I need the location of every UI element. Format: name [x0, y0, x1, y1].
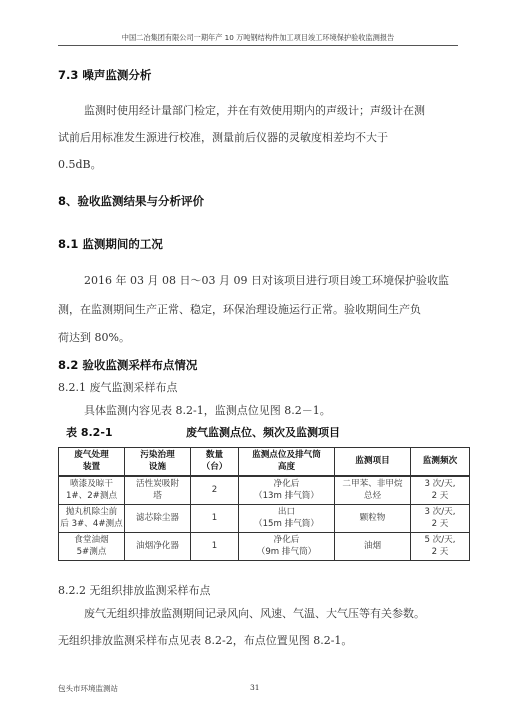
- table-cell: [191, 505, 239, 533]
- table-body: [59, 476, 470, 561]
- cell-text: 5#测点: [76, 546, 107, 557]
- table-cell: [239, 505, 335, 533]
- header-text: 污染治理: [140, 450, 175, 460]
- table-cell: [411, 505, 470, 533]
- page-number: 31: [250, 683, 260, 692]
- cell-text: 2 天: [431, 546, 449, 557]
- table-cell: [59, 505, 125, 533]
- cell-text: 油烟净化器: [136, 540, 179, 551]
- cell-text: 总烃: [363, 490, 382, 501]
- sec-8-1-line-2: 测，在监测期间生产正常、稳定，环保治理设施运行正常。验收期间生产负: [58, 303, 421, 316]
- table-header-row: [59, 448, 470, 477]
- sec-7-3-line-1: 监测时使用经计量部门检定，并在有效使用期内的声级计；声级计在测: [84, 104, 425, 117]
- table-row: [59, 533, 470, 561]
- table-cell: [125, 533, 191, 561]
- table-header-cell: [59, 448, 125, 477]
- table-cell: [125, 505, 191, 533]
- section-8-2-title: 8.2 验收监测采样布点情况: [58, 358, 198, 372]
- table-header-cell: [239, 448, 335, 477]
- header-text: 高度: [277, 461, 296, 472]
- table-cell: [191, 533, 239, 561]
- header-text: 设施: [148, 461, 167, 472]
- cell-text: 2: [211, 484, 218, 495]
- table-header-cell: [125, 448, 191, 477]
- cell-text: 3 次/天,: [424, 479, 456, 489]
- table-cell: [335, 505, 411, 533]
- cell-text: （15m 排气筒）: [253, 518, 319, 529]
- sec-8-2-2-line-1: 废气无组织排放监测期间记录风向、风速、气温、大气压等有关参数。: [84, 607, 425, 620]
- table-cell: [125, 476, 191, 505]
- section-8-2-2-title: 8.2.2 无组织排放监测采样布点: [58, 584, 211, 597]
- sec-7-3-line-3: 0.5dB。: [58, 158, 102, 171]
- table-cell: [239, 533, 335, 561]
- table-caption: 废气监测点位、频次及监测项目: [186, 426, 340, 439]
- cell-text: 二甲苯、非甲烷: [342, 479, 403, 489]
- header-text: 装置: [82, 461, 101, 472]
- cell-text: 1: [211, 512, 218, 523]
- cell-text: 塔: [153, 490, 162, 501]
- cell-text: 2 天: [431, 490, 449, 501]
- cell-text: 出口: [277, 507, 296, 517]
- table-cell: [191, 476, 239, 505]
- cell-text: 活性炭吸附: [136, 479, 179, 489]
- header-text: 监测项目: [355, 455, 390, 466]
- table-header-cell: [335, 448, 411, 477]
- table-cell: [411, 476, 470, 505]
- section-8-1-title: 8.1 监测期间的工况: [58, 237, 163, 251]
- table-header-cell: [191, 448, 239, 477]
- sec-7-3-line-2: 试前后用标准发生源进行校准，测量前后仪器的灵敏度相差均不大于: [58, 131, 388, 144]
- cell-text: 2 天: [431, 518, 449, 529]
- table-cell: [335, 476, 411, 505]
- footer-organization: 包头市环境监测站: [58, 684, 118, 693]
- waste-gas-monitoring-table: [58, 447, 470, 561]
- table-cell: [335, 533, 411, 561]
- sec-8-1-line-3: 荷达到 80%。: [58, 331, 130, 344]
- sec-8-1-line-1: 2016 年 03 月 08 日～03 月 09 日对该项目进行项目竣工环境保护验收监: [84, 274, 449, 287]
- cell-text: 3 次/天,: [424, 507, 456, 517]
- cell-text: 净化后: [273, 535, 300, 545]
- header-text: 废气处理: [74, 450, 109, 460]
- section-7-3-title: 7.3 噪声监测分析: [58, 68, 152, 82]
- cell-text: 食堂油烟: [74, 535, 109, 545]
- header-text: （台）: [201, 461, 228, 472]
- cell-text: 颗粒物: [359, 512, 386, 523]
- section-8-2-1-title: 8.2.1 废气监测采样布点: [58, 381, 178, 394]
- cell-text: 油烟: [363, 540, 382, 551]
- cell-text: 5 次/天,: [424, 535, 456, 545]
- header-text: 监测点位及排气筒: [252, 450, 321, 460]
- table-cell: [411, 533, 470, 561]
- table-row: [59, 505, 470, 533]
- table-row: [59, 476, 470, 505]
- header-text: 数量: [205, 450, 224, 460]
- section-8-title: 8、验收监测结果与分析评价: [58, 194, 205, 208]
- header-text: 监测频次: [422, 455, 458, 466]
- cell-text: 滤芯除尘器: [136, 512, 179, 523]
- table-cell: [239, 476, 335, 505]
- page-header: 中国二冶集团有限公司一期年产 10 万吨钢结构件加工项目竣工环境保护验收监测报告: [58, 33, 458, 46]
- sec-8-2-2-line-2: 无组织排放监测采样布点见表 8.2-2，布点位置见图 8.2-1。: [58, 634, 353, 647]
- cell-text: 抛丸机除尘前: [65, 507, 118, 517]
- cell-text: 后 3#、4#测点: [60, 518, 123, 529]
- cell-text: 净化后: [273, 479, 300, 489]
- cell-text: 1#、2#测点: [65, 490, 118, 501]
- table-cell: [59, 533, 125, 561]
- cell-text: 1: [211, 540, 218, 551]
- table-header-cell: [411, 448, 470, 477]
- table-cell: [59, 476, 125, 505]
- cell-text: 喷漆及晾干: [70, 479, 113, 489]
- table-number: 表 8.2-1: [66, 426, 113, 439]
- cell-text: （9m 排气筒）: [256, 546, 317, 557]
- sec-8-2-1-line: 具体监测内容见表 8.2-1，监测点位见图 8.2－1。: [84, 404, 331, 417]
- cell-text: （13m 排气筒）: [253, 490, 319, 501]
